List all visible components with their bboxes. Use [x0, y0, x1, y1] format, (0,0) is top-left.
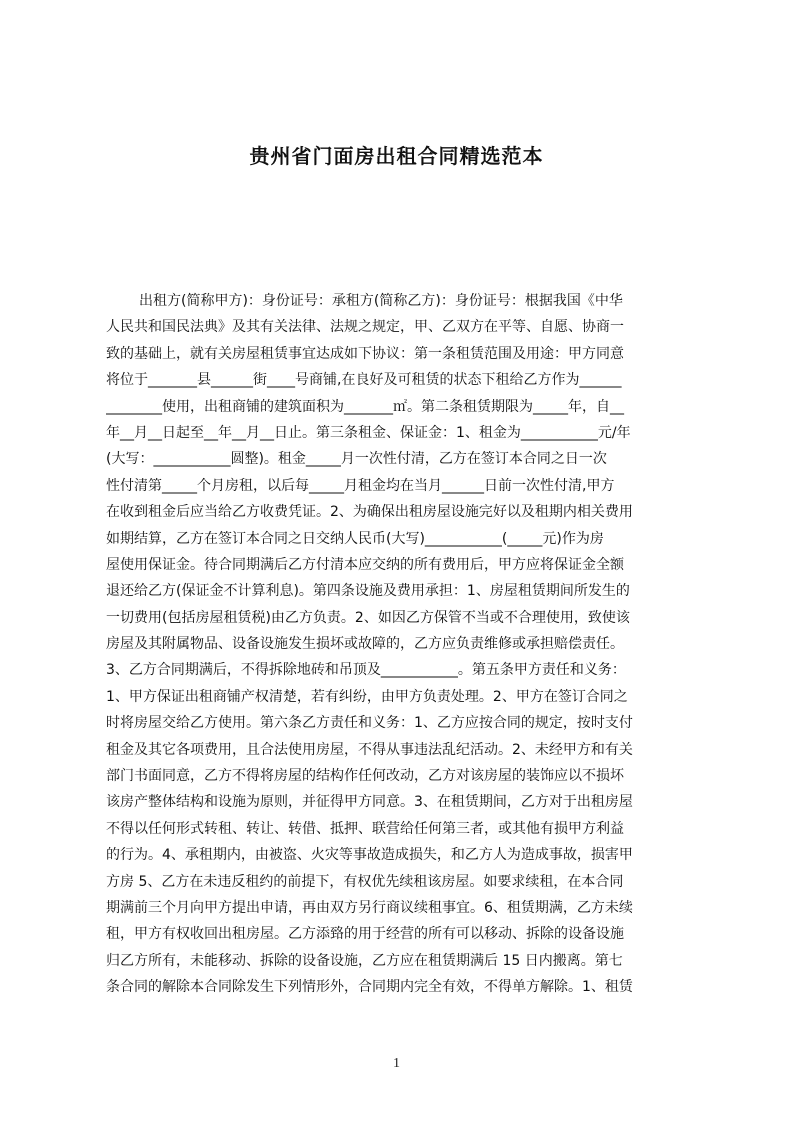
- body-line: 年__月__日起至__年__月__日止。第三条租金、保证金：1、租金为___________元/年: [106, 424, 631, 441]
- body-line: 一切费用(包括房屋租赁税)由乙方负责。2、如因乙方保管不当或不合理使用，致使该: [106, 609, 630, 626]
- body-line: 3、乙方合同期满后，不得拆除地砖和吊顶及___________。第五条甲方责任和义务：: [106, 662, 626, 679]
- body-line: 退还给乙方(保证金不计算利息)。第四条设施及费用承担：1、房屋租赁期间所发生的: [106, 583, 630, 600]
- body-line: 房屋及其附属物品、设备设施发生损坏或故障的，乙方应负责维修或承担赔偿责任。: [106, 636, 624, 653]
- document-title: 贵州省门面房出租合同精选范本: [249, 144, 544, 168]
- body-line: 时将房屋交给乙方使用。第六条乙方责任和义务：1、乙方应按合同的规定，按时支付: [106, 715, 633, 732]
- body-line: 屋使用保证金。待合同期满后乙方付清本应交纳的所有费用后，甲方应将保证金全额: [106, 556, 624, 573]
- body-line: 部门书面同意，乙方不得将房屋的结构作任何改动，乙方对该房屋的装饰应以不损坏: [106, 768, 624, 785]
- body-line: 期满前三个月向甲方提出申请，再由双方另行商议续租事宜。6、租赁期满，乙方未续: [106, 899, 633, 916]
- body-line: 致的基础上，就有关房屋租赁事宜达成如下协议：第一条租赁范围及用途：甲方同意: [106, 345, 624, 362]
- body-line: 出租方(简称甲方)：身份证号：承租方(简称乙方)：身份证号：根据我国《中华: [139, 293, 623, 309]
- body-line: 1、甲方保证出租商铺产权清楚，若有纠纷，由甲方负责处理。2、甲方在签订合同之: [106, 688, 628, 705]
- body-line: 的行为。4、承租期内，由被盗、火灾等事故造成损失，和乙方人为造成事故，损害甲: [106, 847, 633, 864]
- document-body: [106, 288, 698, 1033]
- page-number: 1: [393, 1056, 400, 1071]
- body-line: 不得以任何形式转租、转让、转借、抵押、联营给任何第三者，或其他有损甲方利益: [106, 820, 624, 837]
- body-line: (大写：___________圆整)。租金_____月一次性付清，乙方在签订本合同之日一次: [106, 451, 607, 468]
- body-line: 租，甲方有权收回出租房屋。乙方添臵的用于经营的所有可以移动、拆除的设备设施: [106, 926, 624, 943]
- body-line: 性付清第_____个月房租，以后每_____月租金均在当月______日前一次性付清,甲方: [106, 477, 615, 494]
- body-line: 该房产整体结构和设施为原则，并征得甲方同意。3、在租赁期间，乙方对于出租房屋: [106, 794, 633, 811]
- body-line: 条合同的解除本合同除发生下列情形外，合同期内完全有效，不得单方解除。1、租赁: [106, 979, 633, 996]
- body-line: 人民共和国民法典》及其有关法律、法规之规定，甲、乙双方在平等、自愿、协商一: [106, 319, 624, 336]
- body-line: ________使用，出租商铺的建筑面积为_______㎡。第二条租赁期限为_____年，自__: [106, 398, 624, 415]
- body-line: 租金及其它各项费用，且合法使用房屋，不得从事违法乱纪活动。2、未经甲方和有关: [106, 741, 633, 758]
- body-line: 方房 5、乙方在未违反租约的前提下，有权优先续租该房屋。如要求续租，在本合同: [106, 873, 624, 890]
- body-line: 在收到租金后应当给乙方收费凭证。2、为确保出租房屋设施完好以及租期内相关费用: [106, 504, 633, 521]
- body-line: 归乙方所有，未能移动、拆除的设备设施，乙方应在租赁期满后 15 日内搬离。第七: [106, 952, 623, 969]
- body-line: 如期结算，乙方在签订本合同之日交纳人民币(大写)___________(_____元)作为房: [106, 530, 604, 547]
- body-line: 将位于_______县______街____号商铺,在良好及可租赁的状态下租给乙方作为______: [106, 372, 622, 389]
